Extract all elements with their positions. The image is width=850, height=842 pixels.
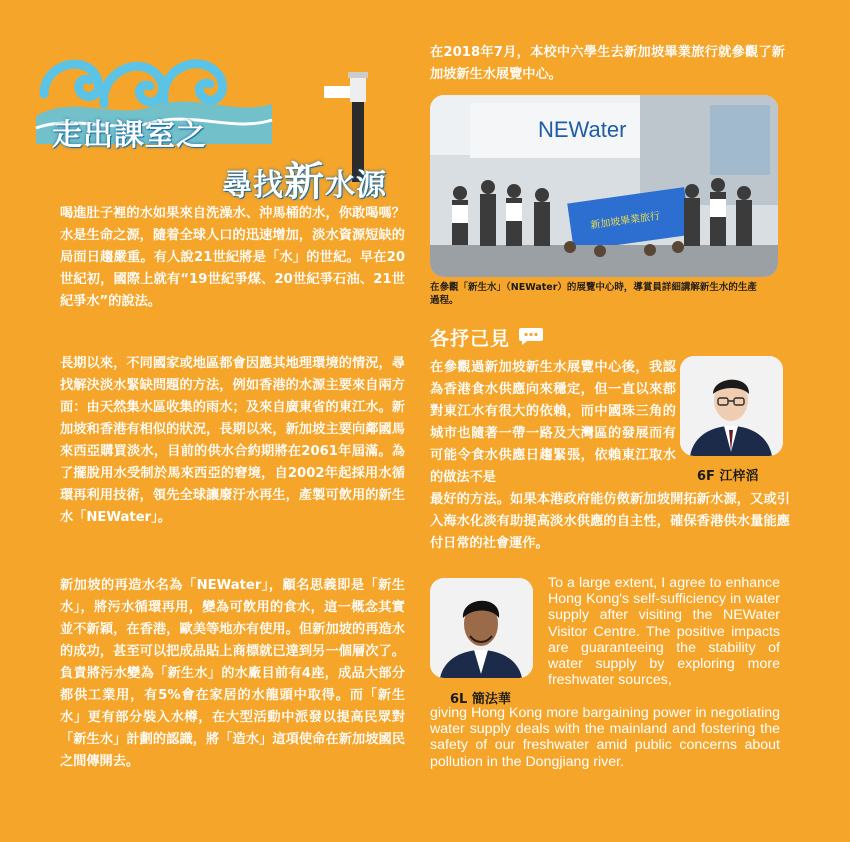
group-photo: [430, 95, 778, 277]
background-paragraph: 長期以來，不同國家或地區都會因應其地理環境的情況，尋找解決淡水緊缺問題的方法，例如香港的水源主要來自兩方面：由天然集水區收集的雨水；及來自廣東省的東江水。新加坡和香港有相似的狀況，長期以來，新加坡主要向鄰國馬來西亞購買淡水，目前的供水合約期將在2061年屆滿。為了擺脫用水受制於馬來西亞的窘境，自2002年起採用水循環再利用技術，領先全球讓廢汙水再生，產製可飲用的新生水「NEWater」。: [60, 356, 405, 525]
speech-bubble-icon: [518, 326, 544, 346]
student1-name: 6F 江梓滔: [697, 469, 759, 484]
banner-text: 新加坡畢業旅行: [589, 210, 661, 232]
page-title-line2: 尋找新水源: [222, 159, 387, 205]
student2-opinion: To a large extent, I agree to enhance Hong Kong's self-sufficiency in water supply after visiting the NEWater Visitor Centre. The positive impacts are guaranteeing the stability of water supply by exploring more freshwater sources,: [548, 575, 780, 689]
page-title-line1: 走出課室之: [52, 118, 207, 153]
student1-opinion: 在參觀過新加坡新生水展覽中心後，我認為香港食水供應向來穩定，但一直以來都對東江水有很大的依賴，而中國珠三角的城市也隨著一帶一路及大灣區的發展而有可能令食水供應日趨緊張，依賴東江取水的做法不是: [430, 360, 676, 485]
student2-photo: [430, 578, 533, 678]
trip-intro: 在2018年7月，本校中六學生去新加坡畢業旅行就參觀了新加坡新生水展覽中心。: [430, 45, 785, 82]
student2-name: 6L 簡法華: [450, 692, 511, 707]
opinions-heading: 各抒己見: [430, 328, 511, 350]
student1-photo: [680, 356, 783, 456]
student1-portrait: [680, 356, 783, 456]
student2-portrait: [430, 578, 533, 678]
photo-caption: 在參觀「新生水」（NEWater）的展覽中心時，導賞員詳細講解新生水的生產過程。: [430, 282, 757, 306]
newater-paragraph: 新加坡的再造水名為「NEWater」，顧名思義即是「新生水」，將污水循環再用，變為可飲用的食水，這一概念其實並不新穎，在香港，歐美等地亦有使用。但新加坡的再造水的成功，甚至可以把成品貼上商標就已達到另一個層次了。負責將污水變為「新生水」的水廠目前有4座，成品大部分都供工業用，有5%會在家居的水龍頭中取得。而「新生水」更有部分裝入水樽，在大型活動中派發以提高民眾對「新生水」計劃的認識，將「造水」這項使命在新加坡國民之間傳開去。: [60, 578, 405, 769]
newater-sign: NEWater: [538, 117, 627, 142]
group-photo-illustration: [430, 95, 778, 277]
intro-paragraph: 喝進肚子裡的水如果來自洗澡水、沖馬桶的水，你敢喝嗎？水是生命之源，隨着全球人口的迅速增加，淡水資源短缺的局面日趨嚴重。有人說21世紀將是「水」的世紀。早在20世紀初，國際上就有“19世紀爭煤、20世紀爭石油、21世紀爭水”的說法。: [60, 206, 405, 309]
student2-opinion-cont: giving Hong Kong more bargaining power in negotiating water supply deals with the mainland and fostering the safety of our freshwater amid public concerns about pollution in the Dongjiang river.: [430, 705, 780, 770]
student1-opinion-cont: 最好的方法。如果本港政府能仿傚新加坡開拓新水源，又或引入海水化淡有助提高淡水供應的自主性，確保香港供水量能應付日常的社會運作。: [430, 492, 790, 551]
